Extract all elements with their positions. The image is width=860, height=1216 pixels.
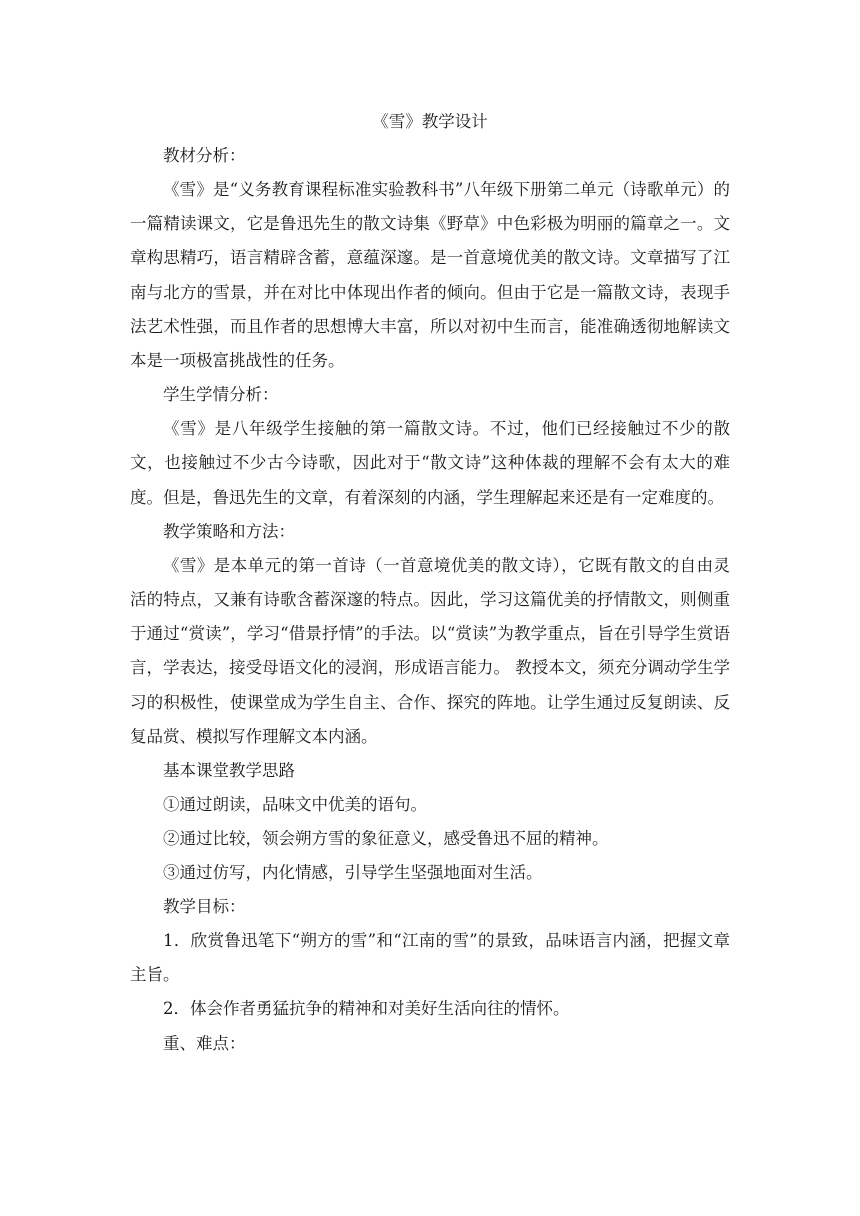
section-approach bbox=[130, 754, 730, 890]
section-key-points bbox=[130, 1027, 730, 1061]
section-heading: 教材分析： bbox=[163, 146, 246, 165]
section-paragraph: 《雪》是本单元的第一首诗（一首意境优美的散文诗），它既有散文的自由灵活的特点，又兼有诗歌含蓄深邃的特点。因此，学习这篇优美的抒情散文，则侧重于通过“赏读”，学习“借景抒情”的手法。以“赏读”为教学重点，旨在引导学生赏语言，学表达，接受母语文化的浸润，形成语言能力。 教授本文，须充分调动学生学习的积极性，使课堂成为学生自主、合作、探究的阵地。让学生通过反复朗读、反复品赏、模拟写作理解文本内涵。 bbox=[130, 555, 730, 746]
list-item: ①通过朗读，品味文中优美的语句。 bbox=[163, 795, 427, 815]
list-item: ②通过比较，领会朔方雪的象征意义，感受鲁迅不屈的精神。 bbox=[163, 829, 609, 849]
section-heading: 学生学情分析： bbox=[163, 385, 279, 405]
section-paragraph: 《雪》是“义务教育课程标准实验教科书”八年级下册第二单元（诗歌单元）的一篇精读课文，它是鲁迅先生的散文诗集《野草》中色彩极为明丽的篇章之一。文章构思精巧，语言精辟含蓄，意蕴深邃。是一首意境优美的散文诗。文章描写了江南与北方的雪景，并在对比中体现出作者的倾向。但由于它是一篇散文诗，表现手法艺术性强，而且作者的思想博大丰富，所以对初中生而言，能准确透彻地解读文本是一项极富挑战性的任务。 bbox=[130, 180, 730, 371]
list-item: ③通过仿写，内化情感，引导学生坚强地面对生活。 bbox=[163, 863, 543, 883]
section-heading: 教学目标： bbox=[163, 897, 246, 917]
section-material-analysis bbox=[130, 139, 730, 378]
section-heading: 基本课堂教学思路 bbox=[163, 761, 295, 781]
section-paragraph: 《雪》是八年级学生接触的第一篇散文诗。不过，他们已经接触过不少的散文，也接触过不少古今诗歌，因此对于“散文诗”这种体裁的理解不会有太大的难度。但是，鲁迅先生的文章，有着深刻的内涵，学生理解起来还是有一定难度的。 bbox=[130, 419, 730, 507]
section-heading: 教学策略和方法： bbox=[163, 521, 295, 541]
document-page bbox=[130, 105, 730, 1061]
section-student-analysis bbox=[130, 378, 730, 515]
section-strategy bbox=[130, 515, 730, 754]
list-item: 2．体会作者勇猛抗争的精神和对美好生活向往的情怀。 bbox=[163, 999, 570, 1019]
document-title: 《雪》教学设计 bbox=[372, 112, 488, 131]
list-item: 1．欣赏鲁迅笔下“朔方的雪”和“江南的雪”的景致，品味语言内涵，把握文章主旨。 bbox=[130, 931, 730, 985]
section-objectives bbox=[130, 890, 730, 1027]
section-heading: 重、难点： bbox=[163, 1033, 246, 1053]
